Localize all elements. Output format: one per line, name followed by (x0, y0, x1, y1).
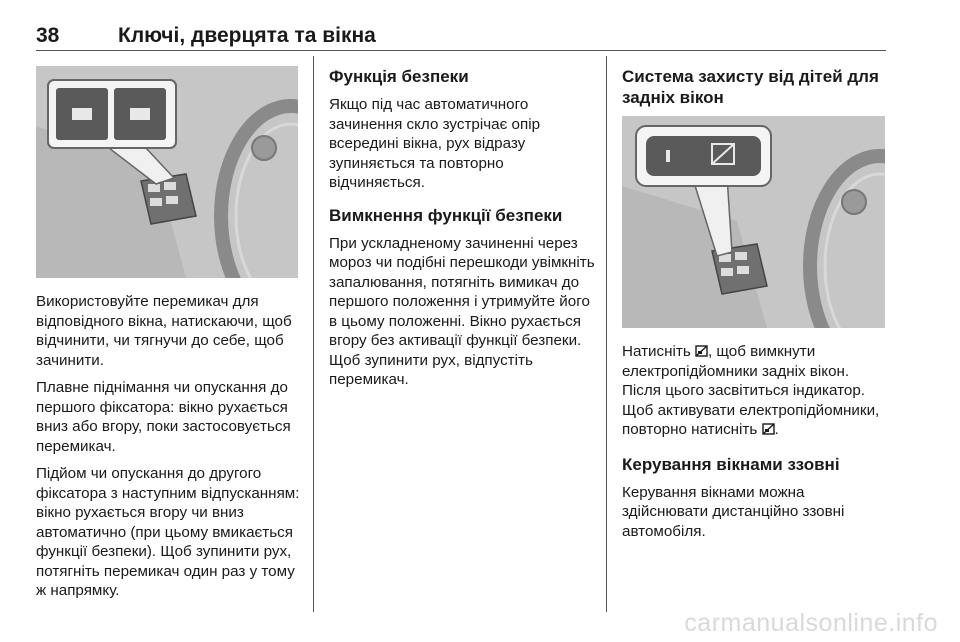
page-header (36, 24, 886, 50)
column-divider-1 (313, 56, 314, 612)
override-text: При ускладненому зачиненні через мороз чи подібні перешкоди увімкніть запалювання, потягніть вимикач до першого положення і утримуйте його в цьому положенні. Вікно рухається вгору без активації функції безпеки. Щоб зупинити рух, відпустіть перемикач. (329, 234, 595, 388)
chapter-title: Ключі, дверцята та вікна (118, 24, 376, 47)
window-switch-illustration (36, 66, 298, 278)
watermark: carmanualsonline.info (684, 609, 938, 637)
page-number: 38 (36, 24, 60, 47)
child-lock-text-part-2: , щоб вимкнути електропідйомники задніх вікон. Після цього засвітиться індикатор. Щоб активувати електропідйомники, повторно натисніть (622, 343, 880, 438)
child-lock-text-part-1: Натисніть (622, 343, 691, 360)
left-paragraph-3: Підйом чи опускання до другого фіксатора з наступним відпусканням: вікно рухається вгору чи вниз автоматично (при цьому вмикається функції безпеки). Щоб зупинити рух, потягніть перемикач один раз у тому ж напрямку. (36, 465, 300, 599)
override-heading: Вимкнення функції безпеки (329, 205, 563, 225)
child-lock-heading: Система захисту від дітей для задніх вікон (622, 67, 879, 107)
left-column (36, 292, 301, 609)
left-paragraph-2: Плавне піднімання чи опускання до першого фіксатора: вікно рухається вниз або вгору, поки застосовується перемикач. (36, 379, 291, 455)
safety-text: Якщо під час автоматичного зачинення скло зустрічає опір всередині вікна, рух відразу зупиняється та повторно відчиняється. (329, 96, 541, 191)
child-lock-text-part-3: . (774, 421, 779, 438)
remote-heading: Керування вікнами ззовні (622, 454, 840, 474)
child-lock-icon (695, 345, 708, 357)
right-column-body (622, 342, 890, 549)
right-column (622, 66, 888, 116)
left-paragraph-1: Використовуйте перемикач для відповідного вікна, натискаючи, щоб відчинити, чи тягнучи до себе, щоб зачинити. (36, 293, 292, 369)
safety-heading: Функція безпеки (329, 67, 469, 86)
child-lock-text (622, 342, 890, 440)
child-lock-icon (762, 423, 775, 435)
middle-column (329, 66, 595, 398)
header-divider (36, 50, 886, 51)
column-divider-2 (606, 56, 607, 612)
child-lock-switch-illustration (622, 116, 885, 328)
remote-text: Керування вікнами можна здійснювати дистанційно ззовні автомобіля. (622, 483, 845, 540)
